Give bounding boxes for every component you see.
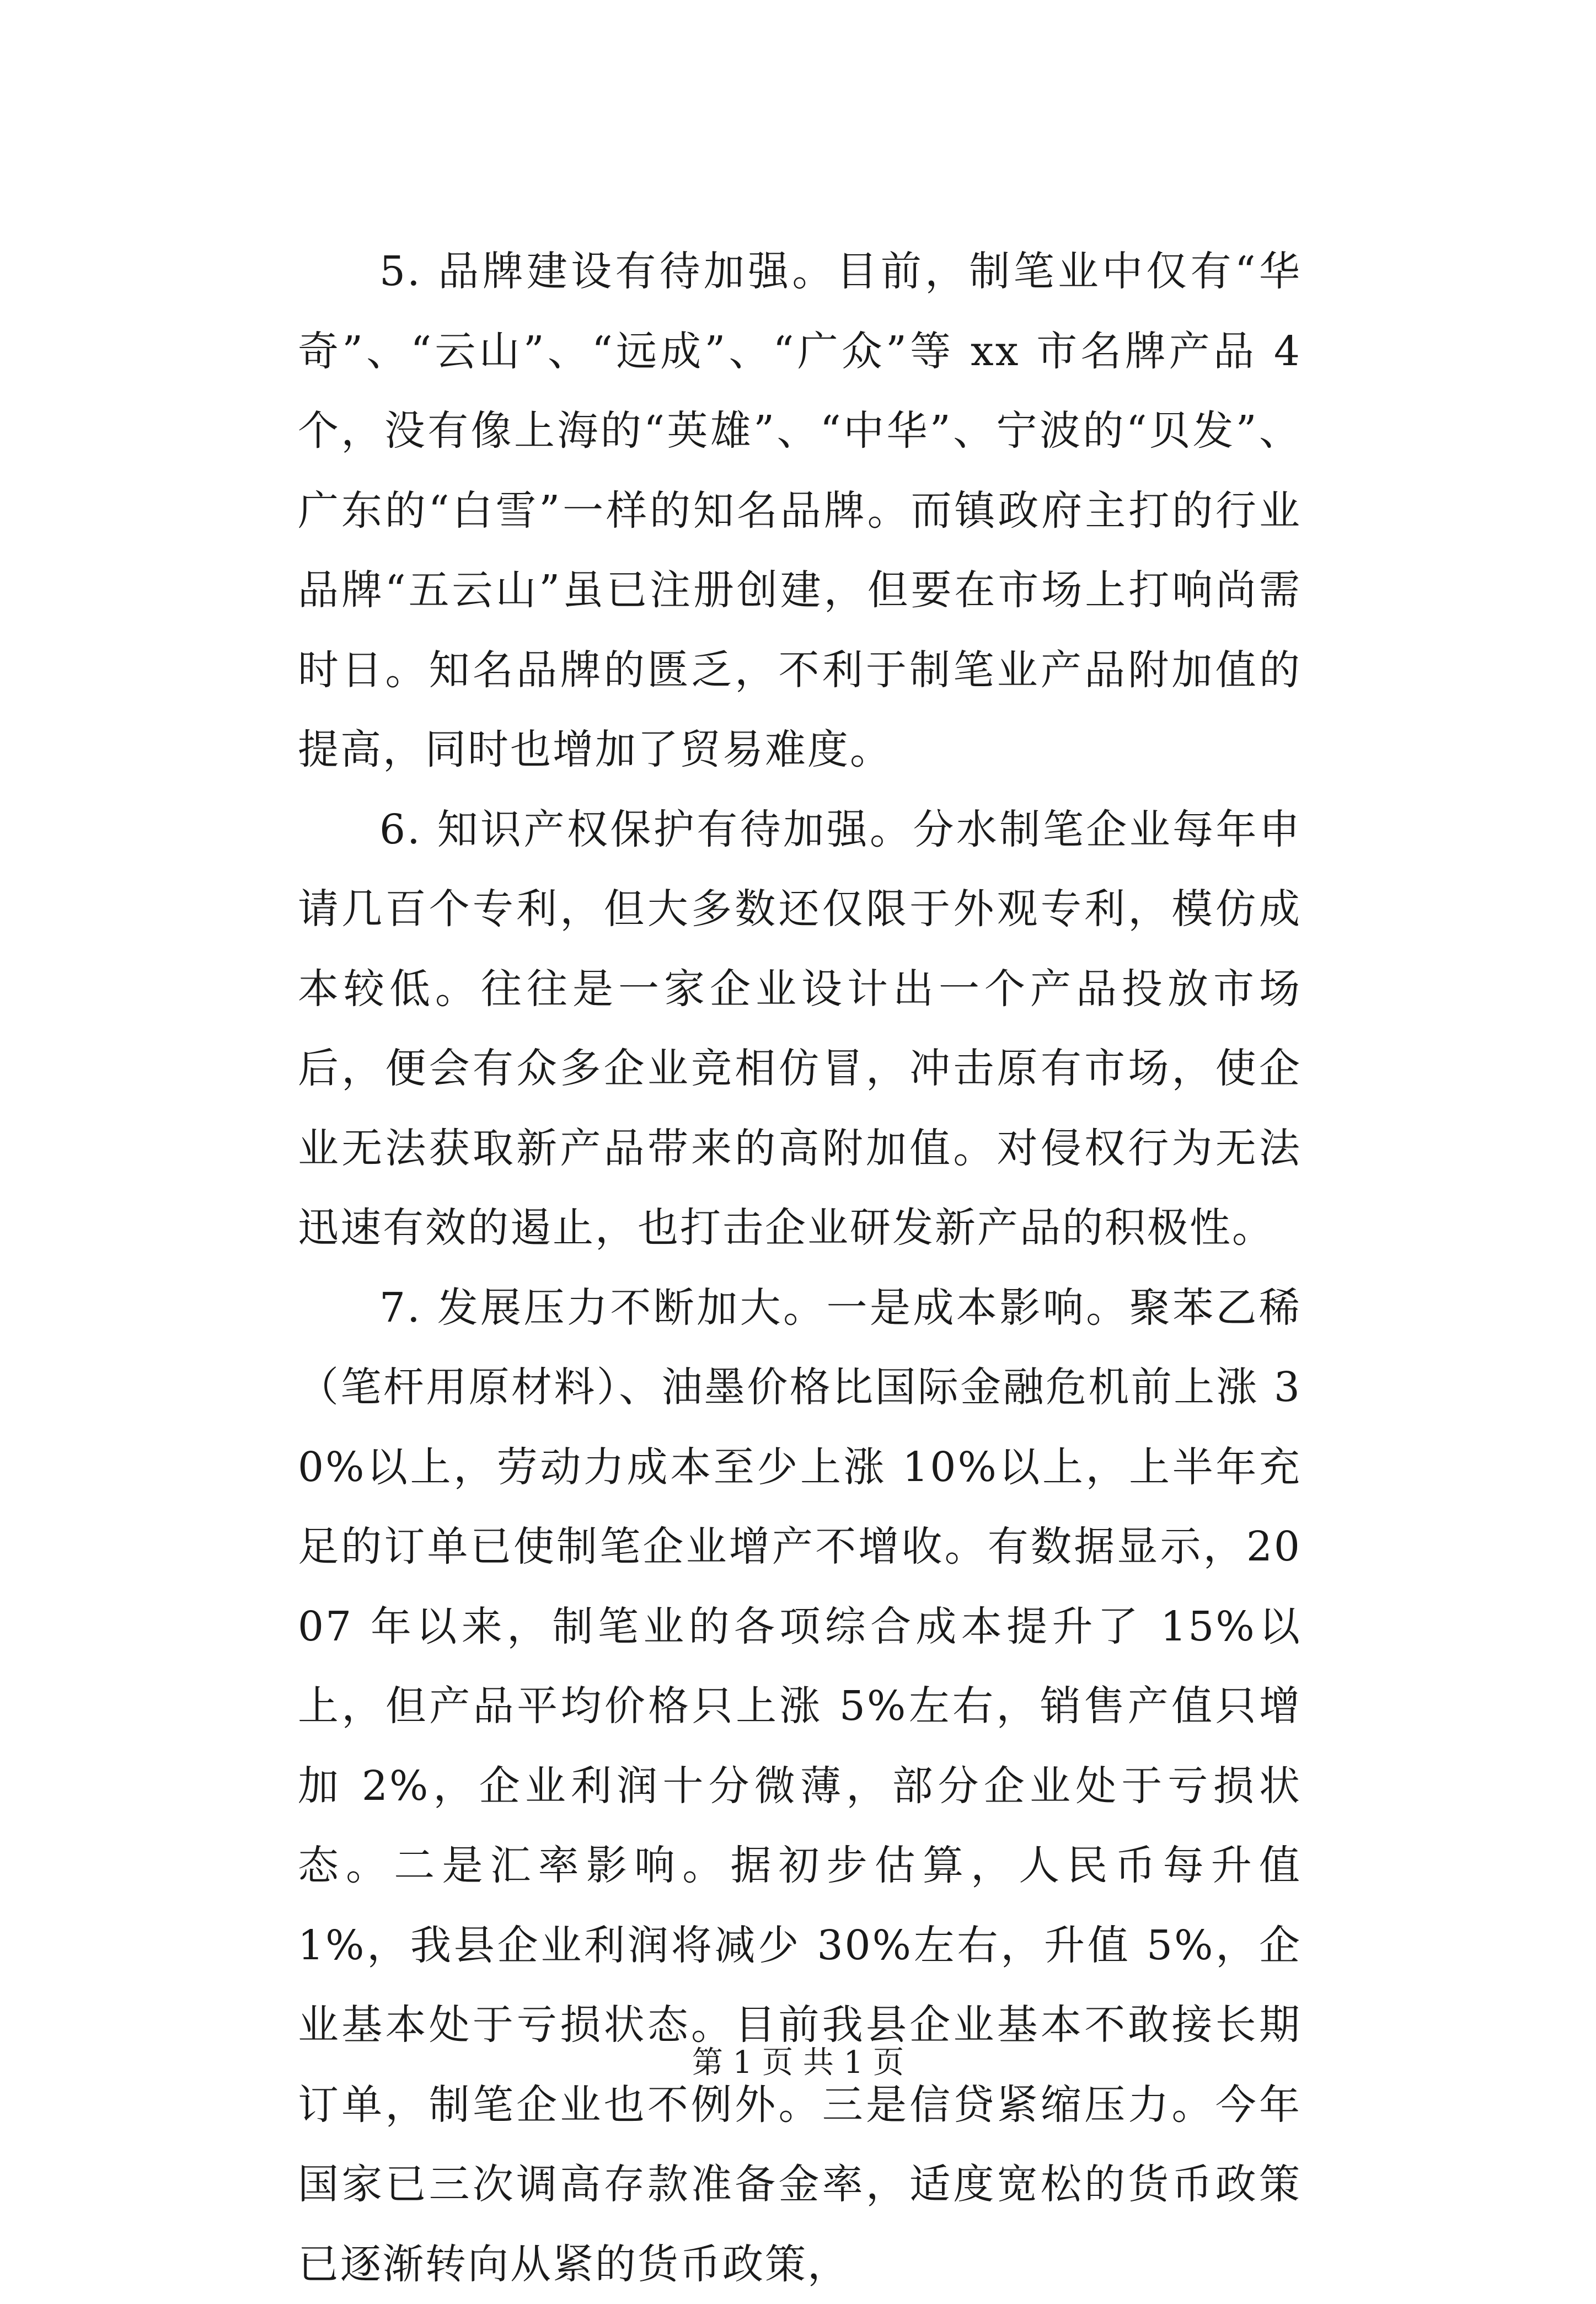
paragraph-ip-protection: 6. 知识产权保护有待加强。分水制笔企业每年申请几百个专利，但大多数还仅限于外观专利，模仿成本较低。往往是一家企业设计出一个产品投放市场后，便会有众多企业竞相仿冒，冲击原有市场，使企业无法获取新产品带来的高附加值。对侵权行为无法迅速有效的遏止，也打击企业研发新产品的积极性。 — [298, 790, 1302, 1268]
document-body — [298, 232, 1302, 2304]
paragraph-brand-building: 5. 品牌建设有待加强。目前，制笔业中仅有“华奇”、“云山”、“远成”、“广众”等 xx 市名牌产品 4 个，没有像上海的“英雄”、“中华”、宁波的“贝发”、广东的“白雪”一样的知名品牌。而镇政府主打的行业品牌“五云山”虽已注册创建，但要在市场上打响尚需时日。知名品牌的匮乏，不利于制笔业产品附加值的提高，同时也增加了贸易难度。 — [298, 232, 1302, 790]
paragraph-development-pressure: 7. 发展压力不断加大。一是成本影响。聚苯乙稀（笔杆用原材料）、油墨价格比国际金融危机前上涨 30%以上，劳动力成本至少上涨 10%以上，上半年充足的订单已使制笔企业增产不增收。有数据显示，2007 年以来，制笔业的各项综合成本提升了 15%以上，但产品平均价格只上涨 5%左右，销售产值只增加 2%，企业利润十分微薄，部分企业处于亏损状态。二是汇率影响。据初步估算，人民币每升值 1%，我县企业利润将减少 30%左右，升值 5%，企业基本处于亏损状态。目前我县企业基本不敢接长期订单，制笔企业也不例外。三是信贷紧缩压力。今年国家已三次调高存款准备金率，适度宽松的货币政策已逐渐转向从紧的货币政策， — [298, 1268, 1302, 2304]
page-footer: 第 1 页 共 1 页 — [0, 2041, 1596, 2085]
